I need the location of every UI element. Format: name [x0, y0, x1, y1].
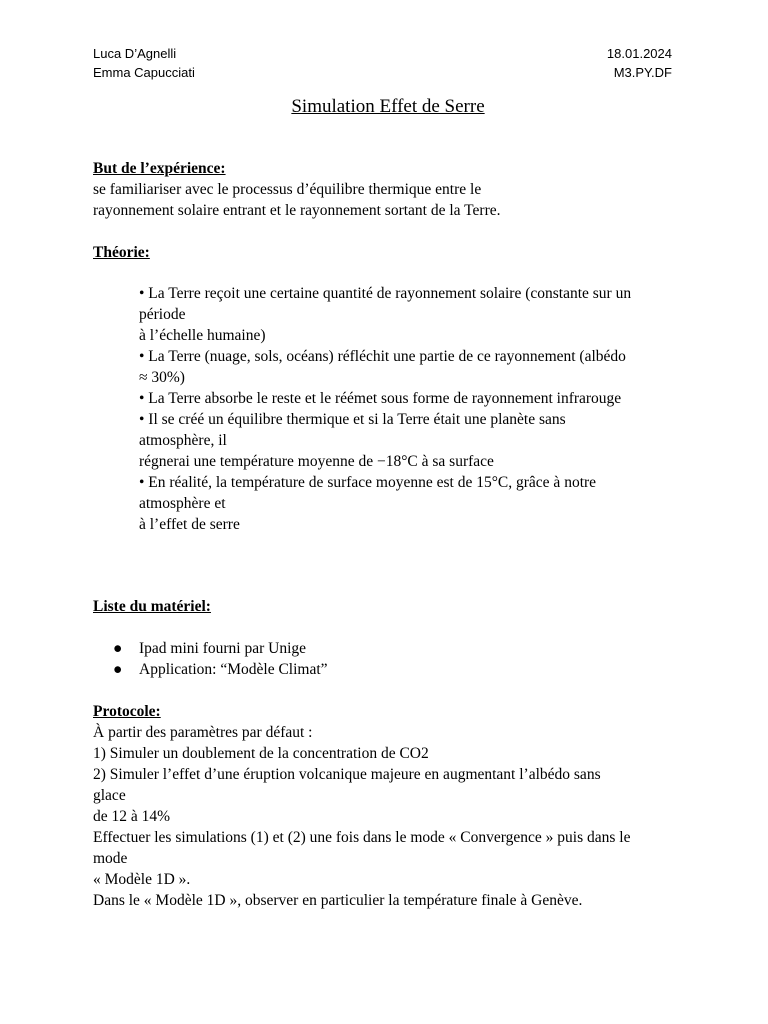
bullet-icon: ●: [113, 640, 123, 657]
theory-line: • En réalité, la température de surface moyenne est de 15°C, grâce à notre: [139, 474, 597, 491]
protocol-line: de 12 à 14%: [93, 808, 171, 825]
protocol-line: « Modèle 1D ».: [93, 871, 191, 888]
protocol-line: Dans le « Modèle 1D », observer en particulier la température finale à Genève.: [93, 892, 583, 909]
section-theorie-body: [139, 283, 699, 535]
theory-line: atmosphère et: [139, 495, 226, 512]
theory-line: ≈ 30%): [139, 369, 185, 386]
section-materiel-heading: [93, 596, 693, 617]
protocol-line: mode: [93, 850, 128, 867]
page-title: Simulation Effet de Serre: [291, 96, 485, 117]
section-but: [93, 158, 693, 221]
section-protocole: [93, 701, 693, 911]
list-item-text: Application: “Modèle Climat”: [139, 661, 328, 678]
theory-line: • La Terre absorbe le reste et le réémet sous forme de rayonnement infrarouge: [139, 390, 622, 407]
theory-line: • Il se créé un équilibre thermique et si la Terre était une planète sans: [139, 411, 566, 428]
paragraph-line: se familiariser avec le processus d’équilibre thermique entre le: [93, 181, 482, 198]
section-heading: But de l’expérience:: [93, 160, 226, 177]
section-heading: Protocole:: [93, 703, 161, 720]
protocol-line: 2) Simuler l’effet d’une éruption volcanique majeure en augmentant l’albédo sans: [93, 766, 601, 783]
section-heading: Liste du matériel:: [93, 598, 211, 615]
protocol-line: 1) Simuler un doublement de la concentration de CO2: [93, 745, 429, 762]
theory-line: période: [139, 306, 186, 323]
protocol-line: glace: [93, 787, 126, 804]
bullet-icon: ●: [113, 661, 123, 678]
header-authors: [93, 44, 195, 82]
theory-line: régnerai une température moyenne de −18°C à sa surface: [139, 453, 494, 470]
paragraph-line: rayonnement solaire entrant et le rayonnement sortant de la Terre.: [93, 202, 501, 219]
section-theorie-heading: [93, 242, 693, 263]
theory-line: • La Terre (nuage, sols, océans) réfléchit une partie de ce rayonnement (albédo: [139, 348, 626, 365]
protocol-line: À partir des paramètres par défaut :: [93, 724, 313, 741]
class-code: M3.PY.DF: [613, 65, 672, 80]
header-meta: [607, 44, 672, 82]
theory-line: atmosphère, il: [139, 432, 227, 449]
protocol-line: Effectuer les simulations (1) et (2) une fois dans le mode « Convergence » puis dans le: [93, 829, 631, 846]
document-date: 18.01.2024: [606, 46, 672, 61]
theory-line: à l’effet de serre: [139, 516, 240, 533]
theory-line: à l’échelle humaine): [139, 327, 266, 344]
theory-line: • La Terre reçoit une certaine quantité de rayonnement solaire (constante sur un: [139, 285, 632, 302]
author-name: Luca D’Agnelli: [93, 46, 177, 61]
section-heading: Théorie:: [93, 244, 150, 261]
list-item-text: Ipad mini fourni par Unige: [139, 640, 307, 657]
author-name: Emma Capucciati: [93, 65, 195, 80]
